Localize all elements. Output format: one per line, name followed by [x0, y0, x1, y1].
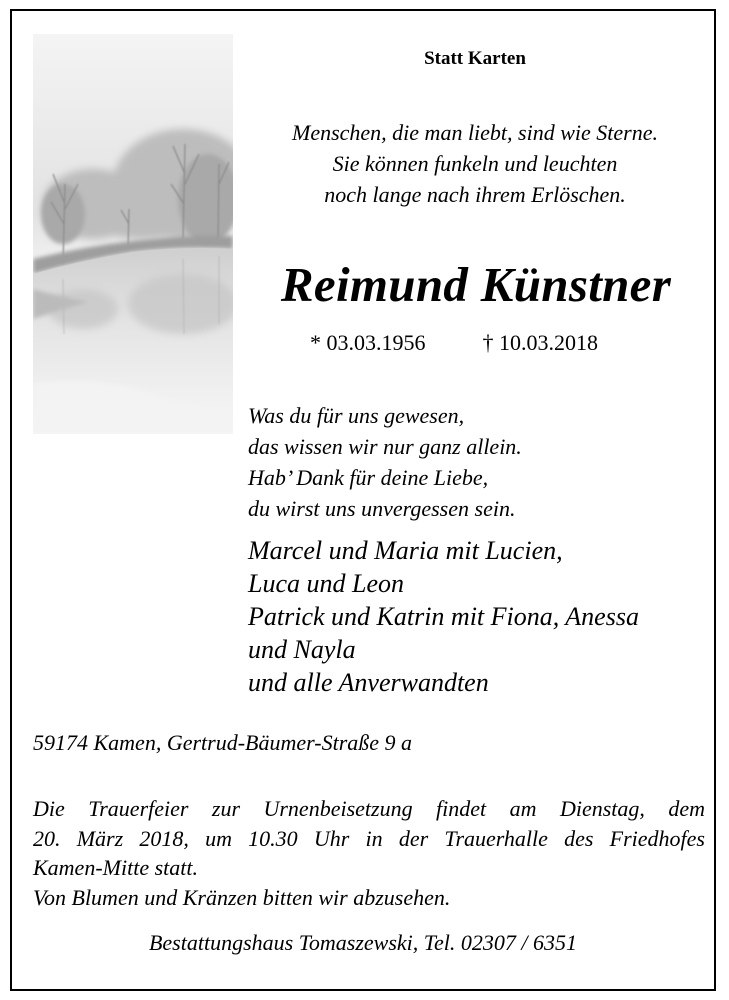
- ceremony-line: 20. März 2018, um 10.30 Uhr in der Trauerhalle des Friedhofes: [33, 825, 705, 851]
- deceased-name: Reimund Künstner: [280, 257, 672, 312]
- mourners-line: Patrick und Katrin mit Fiona, Anessa: [248, 602, 639, 631]
- quote-top-line: Menschen, die man liebt, sind wie Sterne.: [292, 120, 658, 145]
- quote-middle: [248, 400, 698, 524]
- birth-date: * 03.03.1956: [310, 330, 426, 355]
- quote-top: [240, 117, 710, 210]
- mourners-list: [248, 534, 708, 699]
- mourners-line: Luca und Leon: [248, 569, 404, 598]
- quote-middle-line: das wissen wir nur ganz allein.: [248, 434, 522, 459]
- ceremony-notice: [33, 794, 705, 912]
- quote-middle-line: du wirst uns unvergessen sein.: [248, 496, 516, 521]
- quote-top-line: Sie können funkeln und leuchten: [332, 151, 618, 176]
- death-date: † 10.03.2018: [482, 330, 598, 355]
- ceremony-line: Die Trauerfeier zur Urnenbeisetzung findet am Dienstag, dem: [33, 796, 705, 821]
- landscape-image: [33, 34, 233, 434]
- mourners-line: und alle Anverwandten: [248, 668, 489, 697]
- quote-top-line: noch lange nach ihrem Erlöschen.: [324, 182, 626, 207]
- ceremony-line: Kamen-Mitte statt.: [33, 855, 198, 880]
- quote-middle-line: Hab’ Dank für deine Liebe,: [248, 465, 489, 490]
- header-title: Statt Karten: [424, 48, 526, 69]
- mourners-line: Marcel und Maria mit Lucien,: [248, 536, 563, 565]
- life-dates: [310, 330, 670, 356]
- address: 59174 Kamen, Gertrud-Bäumer-Straße 9 a: [33, 730, 413, 755]
- mourners-line: und Nayla: [248, 635, 356, 664]
- funeral-home: Bestattungshaus Tomaszewski, Tel. 02307 / 6351: [148, 930, 578, 955]
- ceremony-line: Von Blumen und Kränzen bitten wir abzusehen.: [33, 884, 451, 910]
- quote-middle-line: Was du für uns gewesen,: [248, 403, 465, 428]
